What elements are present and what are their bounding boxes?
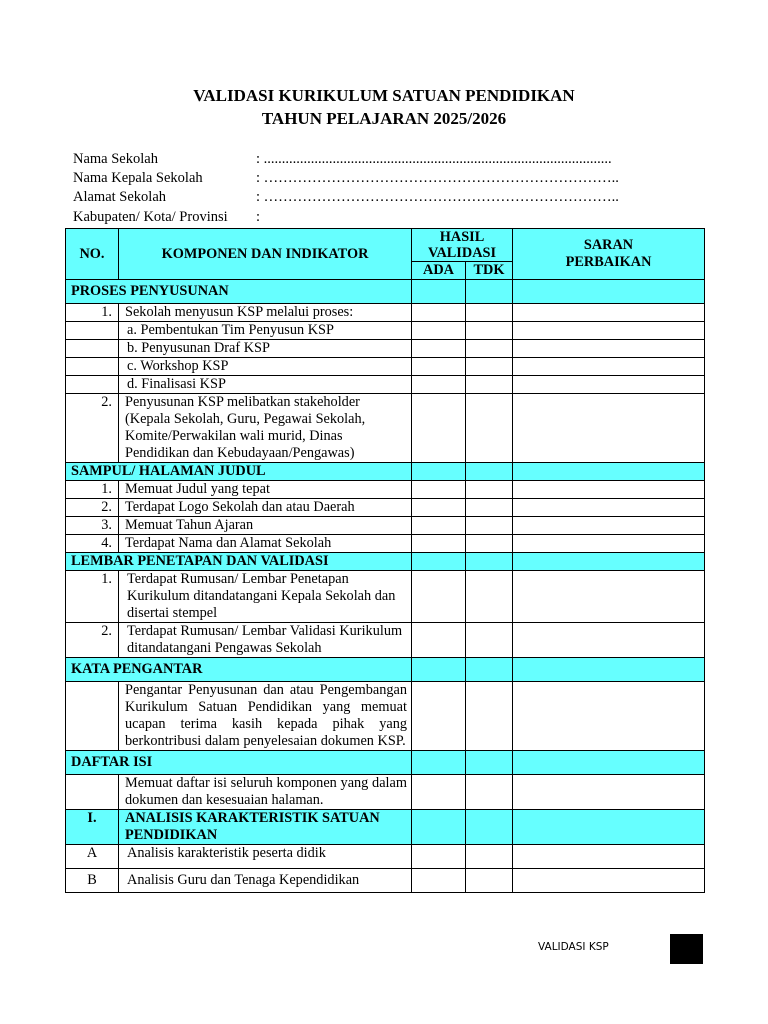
saran-cell[interactable] bbox=[513, 322, 705, 340]
header-ada: ADA bbox=[412, 262, 466, 280]
info-row-nama-kepala-sekolah bbox=[73, 170, 619, 187]
row-number: A bbox=[66, 845, 119, 869]
document-title: VALIDASI KURIKULUM SATUAN PENDIDIKAN bbox=[193, 86, 575, 105]
ada-cell[interactable] bbox=[412, 751, 466, 775]
info-label: Alamat Sekolah bbox=[73, 189, 167, 205]
saran-cell[interactable] bbox=[513, 535, 705, 553]
tdk-cell[interactable] bbox=[466, 775, 513, 810]
row-text: Terdapat Rumusan/ Lembar Validasi Kurikulum ditandatangani Pengawas Sekolah bbox=[119, 623, 412, 658]
info-row-alamat-sekolah bbox=[73, 189, 619, 206]
validation-table bbox=[65, 228, 705, 893]
saran-cell[interactable] bbox=[513, 340, 705, 358]
section-title: SAMPUL/ HALAMAN JUDUL bbox=[66, 463, 412, 481]
tdk-cell[interactable] bbox=[466, 304, 513, 322]
section-row-sampul bbox=[66, 463, 705, 481]
table-row bbox=[66, 517, 705, 535]
tdk-cell[interactable] bbox=[466, 535, 513, 553]
saran-cell[interactable] bbox=[513, 463, 705, 481]
saran-cell[interactable] bbox=[513, 845, 705, 869]
saran-cell[interactable] bbox=[513, 623, 705, 658]
ada-cell[interactable] bbox=[412, 376, 466, 394]
section-title: ANALISIS KARAKTERISTIK SATUAN PENDIDIKAN bbox=[119, 810, 412, 845]
tdk-cell[interactable] bbox=[466, 280, 513, 304]
row-text: Penyusunan KSP melibatkan stakeholder (Kepala Sekolah, Guru, Pegawai Sekolah, Komite/Perwakilan wali murid, Dinas Pendidikan dan Kebudayaan/Pengawas) bbox=[119, 394, 412, 463]
row-text: Sekolah menyusun KSP melalui proses: bbox=[119, 304, 412, 322]
saran-cell[interactable] bbox=[513, 810, 705, 845]
table-row bbox=[66, 481, 705, 499]
ada-cell[interactable] bbox=[412, 304, 466, 322]
saran-cell[interactable] bbox=[513, 517, 705, 535]
tdk-cell[interactable] bbox=[466, 682, 513, 751]
header-saran-perbaikan bbox=[513, 229, 705, 280]
section-row-kata-pengantar bbox=[66, 658, 705, 682]
tdk-cell[interactable] bbox=[466, 358, 513, 376]
ada-cell[interactable] bbox=[412, 775, 466, 810]
ada-cell[interactable] bbox=[412, 499, 466, 517]
saran-cell[interactable] bbox=[513, 682, 705, 751]
tdk-cell[interactable] bbox=[466, 517, 513, 535]
row-text: Terdapat Rumusan/ Lembar Penetapan Kurikulum ditandatangani Kepala Sekolah dan disertai stempel bbox=[119, 571, 412, 623]
header-hasil-line1: HASIL bbox=[439, 229, 485, 245]
info-label: Kabupaten/ Kota/ Provinsi bbox=[73, 209, 228, 225]
ada-cell[interactable] bbox=[412, 517, 466, 535]
saran-cell[interactable] bbox=[513, 394, 705, 463]
tdk-cell[interactable] bbox=[466, 394, 513, 463]
table-row bbox=[66, 304, 705, 322]
info-row-nama-sekolah bbox=[73, 151, 612, 168]
row-subitem: c. Workshop KSP bbox=[119, 358, 412, 376]
row-number: 1. bbox=[66, 481, 119, 499]
tdk-cell[interactable] bbox=[466, 810, 513, 845]
tdk-cell[interactable] bbox=[466, 376, 513, 394]
table-row bbox=[66, 340, 705, 358]
saran-cell[interactable] bbox=[513, 658, 705, 682]
section-number: I. bbox=[66, 810, 119, 845]
table-row bbox=[66, 845, 705, 869]
table-row bbox=[66, 322, 705, 340]
ada-cell[interactable] bbox=[412, 463, 466, 481]
tdk-cell[interactable] bbox=[466, 340, 513, 358]
ada-cell[interactable] bbox=[412, 358, 466, 376]
row-subitem: a. Pembentukan Tim Penyusun KSP bbox=[119, 322, 412, 340]
info-value: : ................................................................................................ bbox=[256, 151, 612, 167]
tdk-cell[interactable] bbox=[466, 571, 513, 623]
header-saran-line1: SARAN bbox=[583, 237, 634, 253]
tdk-cell[interactable] bbox=[466, 658, 513, 682]
row-text: Terdapat Nama dan Alamat Sekolah bbox=[119, 535, 412, 553]
table-row bbox=[66, 775, 705, 810]
row-number: 4. bbox=[66, 535, 119, 553]
row-number: 2. bbox=[66, 499, 119, 517]
tdk-cell[interactable] bbox=[466, 869, 513, 893]
saran-cell[interactable] bbox=[513, 571, 705, 623]
section-row-proses bbox=[66, 280, 705, 304]
header-saran-line2: PERBAIKAN bbox=[565, 254, 652, 270]
ada-cell[interactable] bbox=[412, 322, 466, 340]
table-row bbox=[66, 376, 705, 394]
tdk-cell[interactable] bbox=[466, 623, 513, 658]
row-text: Memuat Tahun Ajaran bbox=[119, 517, 412, 535]
ada-cell[interactable] bbox=[412, 869, 466, 893]
saran-cell[interactable] bbox=[513, 751, 705, 775]
header-tdk: TDK bbox=[466, 262, 513, 280]
ada-cell[interactable] bbox=[412, 481, 466, 499]
table-row bbox=[66, 682, 705, 751]
ada-cell[interactable] bbox=[412, 280, 466, 304]
tdk-cell[interactable] bbox=[466, 553, 513, 571]
section-title: PROSES PENYUSUNAN bbox=[66, 280, 412, 304]
document-subtitle: TAHUN PELAJARAN 2025/2026 bbox=[261, 109, 507, 128]
table-row bbox=[66, 499, 705, 517]
info-value: : ……………………………………………………………….. bbox=[256, 170, 619, 186]
ada-cell[interactable] bbox=[412, 571, 466, 623]
info-value: : ……………………………………………………………….. bbox=[256, 189, 619, 205]
header-hasil-validasi bbox=[412, 229, 513, 262]
row-subitem: d. Finalisasi KSP bbox=[119, 376, 412, 394]
saran-cell[interactable] bbox=[513, 304, 705, 322]
section-row-daftar-isi bbox=[66, 751, 705, 775]
saran-cell[interactable] bbox=[513, 280, 705, 304]
row-number: 2. bbox=[66, 623, 119, 658]
saran-cell[interactable] bbox=[513, 376, 705, 394]
row-number: B bbox=[66, 869, 119, 893]
section-title: KATA PENGANTAR bbox=[66, 658, 412, 682]
header-no: NO. bbox=[66, 229, 119, 280]
section-row-analisis bbox=[66, 810, 705, 845]
ada-cell[interactable] bbox=[412, 682, 466, 751]
tdk-cell[interactable] bbox=[466, 499, 513, 517]
saran-cell[interactable] bbox=[513, 499, 705, 517]
ada-cell[interactable] bbox=[412, 394, 466, 463]
section-title: LEMBAR PENETAPAN DAN VALIDASI bbox=[66, 553, 412, 571]
section-title: DAFTAR ISI bbox=[66, 751, 412, 775]
info-label: Nama Sekolah bbox=[73, 151, 158, 167]
tdk-cell[interactable] bbox=[466, 751, 513, 775]
row-number: 1. bbox=[66, 304, 119, 322]
header-komponen: KOMPONEN DAN INDIKATOR bbox=[119, 229, 412, 280]
saran-cell[interactable] bbox=[513, 775, 705, 810]
footer-black-box bbox=[670, 934, 703, 964]
table-row bbox=[66, 535, 705, 553]
row-number: 2. bbox=[66, 394, 119, 463]
footer-label: VALIDASI KSP bbox=[538, 941, 609, 953]
header-hasil-line2: VALIDASI bbox=[427, 245, 497, 261]
ada-cell[interactable] bbox=[412, 553, 466, 571]
table-row bbox=[66, 394, 705, 463]
row-text: Analisis Guru dan Tenaga Kependidikan bbox=[119, 869, 412, 893]
row-text: Memuat Judul yang tepat bbox=[119, 481, 412, 499]
ada-cell[interactable] bbox=[412, 535, 466, 553]
info-value: : bbox=[256, 209, 261, 225]
row-text: Terdapat Logo Sekolah dan atau Daerah bbox=[119, 499, 412, 517]
row-subitem: b. Penyusunan Draf KSP bbox=[119, 340, 412, 358]
ada-cell[interactable] bbox=[412, 658, 466, 682]
row-text: Pengantar Penyusunan dan atau Pengembangan Kurikulum Satuan Pendidikan yang memuat ucapan terima kasih kepada pihak yang berkontribusi dalam penyelesaian dokumen KSP. bbox=[119, 682, 412, 751]
saran-cell[interactable] bbox=[513, 869, 705, 893]
ada-cell[interactable] bbox=[412, 623, 466, 658]
row-number: 1. bbox=[66, 571, 119, 623]
row-text: Memuat daftar isi seluruh komponen yang dalam dokumen dan kesesuaian halaman. bbox=[119, 775, 412, 810]
info-label: Nama Kepala Sekolah bbox=[73, 170, 203, 186]
table-row bbox=[66, 358, 705, 376]
tdk-cell[interactable] bbox=[466, 481, 513, 499]
section-row-lembar bbox=[66, 553, 705, 571]
table-row bbox=[66, 869, 705, 893]
info-row-kabupaten bbox=[73, 209, 260, 226]
tdk-cell[interactable] bbox=[466, 463, 513, 481]
saran-cell[interactable] bbox=[513, 358, 705, 376]
ada-cell[interactable] bbox=[412, 845, 466, 869]
saran-cell[interactable] bbox=[513, 481, 705, 499]
ada-cell[interactable] bbox=[412, 340, 466, 358]
table-row bbox=[66, 571, 705, 623]
tdk-cell[interactable] bbox=[466, 322, 513, 340]
tdk-cell[interactable] bbox=[466, 845, 513, 869]
row-text: Analisis karakteristik peserta didik bbox=[119, 845, 412, 869]
saran-cell[interactable] bbox=[513, 553, 705, 571]
ada-cell[interactable] bbox=[412, 810, 466, 845]
row-number: 3. bbox=[66, 517, 119, 535]
table-row bbox=[66, 623, 705, 658]
